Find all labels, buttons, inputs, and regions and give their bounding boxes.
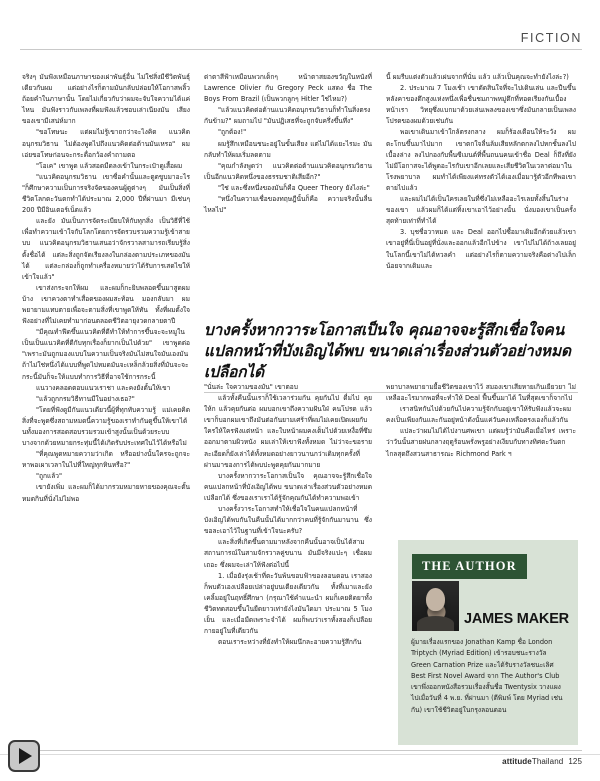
portrait-shoulder — [417, 616, 455, 631]
author-box-tag: THE AUTHOR — [412, 554, 527, 579]
body-paragraph: บางครั้งหากวาระโอกาสเป็นใจ คุณอาจจะรู้สึกเชื่อใจคนแปลกหน้าที่บังเอิญได้พบ ขนาดเล่าเรื่องส่วนตัวอย่างหมดเปลือกได้ ซึ่งของเราเราได้รู้จักคุณกันได้ทำความพอเข้า — [204, 471, 372, 502]
body-paragraph: "คุณกำลังพูดว่า แนวคิดต่อต้านแนวคิดอนุกรมวิธานเป็นอีกแนวคิดหนึ่งของธรรมชาติเสียอีก?" — [204, 161, 372, 181]
body-paragraph: "โอเค" เขาพูด แล้วสอดมืดลงเข้าในกระเป๋าดูเสื้อผม — [36, 161, 183, 170]
portrait-head — [426, 588, 445, 611]
body-column-right-bottom — [386, 382, 576, 460]
body-paragraph: เขาส่งกระจกให้ผม และผมก็กะยิบพลอดขึ้นมาสูดผมบ้าง เขาควงตาทำเสื่อดของผมสะท้อน มองกลับมา ผมพยายามแทบตายเพื่อจะตามสิ่งที่เขาพูดให้ทัน ทั้งที่ผมตั้งใจฟังอย่างที่ไม่เคยทำมาก่อนตลอดชีวิตอายุงวดกลายตาปี — [22, 283, 190, 326]
body-paragraph: แล้วทั้งคืนนั้นเราก็ใช้เวลาร่วมกัน คุยกันไป ดื่มไป คุยให้ก แล้วคุยกันต่อ ผมบอกเขาถึงความฝันใฝ่ คนโปรด แล้วเขาก็บอกผมเขาถึงมันต่อกันยามเศร้าที่ผมไม่เคยเปิดเผยกับใครให้ใครฟังแต่หน้า และใบหน้าผมคงเต็มไปด้วยเหงื่อที่ซึมออกมาตามผิวหนัง ผมเล่าให้เขาฟังทั้งหมด ไม่ว่าจะขอรายละเอียดก็ยังเล่าได้ทั้งหมดอย่างยาวนานกว่าเดิมทุกครั้งที่ผ่านมาของการได้พบปะพูดคุยกันมากมาย — [204, 394, 372, 469]
body-paragraph: "ใช่ และซึ่งหนึ่งของมันก็คือ Queer Theory ยังไงล่ะ" — [218, 183, 370, 192]
body-paragraph: 2. ประมาณ 7 โมงเช้า เขาตัดสินใจที่จะไปเดินเล่น และปืนขึ้นหลังคาของตึกสูงแห่งหนึ่งเพื่อชื่นชมภาพหมู่ตึกที่ทอดเรียงกันเบื้องหน้าเรา วิทยุซึ่งแบกมาด้วยเล่นเพลงของเขาซึ่งมันกลายเป็นเพลงโปรดของผมด้วยเช่นกัน — [386, 84, 576, 126]
body-paragraph: แนวางคลอดตอบแนวเราชา และคงยังตั้นให้เขา — [36, 383, 171, 392]
body-paragraph: 1. เมื่อยังรุ่งเช้าที่ตะวันพ้นขอบฟ้าของลอนดอน เราสองก็พบตัวเองเปลือยเปล่าอยู่บนเตียงเดียวกัน ทั้งที่เมาและยังเคลิ้มอยู่ในฤทธิ์ศึกษา (กรุณาใช้คำแนะนำ ผมก็เคยติดยาทั้งชีวิตทดสอบขึ้นในยืดยาวเท่ายังไงมันใดมา ประมาณ 5 โมงเย็น และเมื่อมืดเพราะจำได้ ผมก็พบว่าเราทั้งสองก็เปลือยกายอยู่ในที่เดียวกัน — [204, 571, 372, 636]
magazine-region: Thailand — [531, 757, 564, 766]
running-head-rule — [20, 49, 582, 50]
body-paragraph: "ขอโทษนะ แต่ผมไม่รู้เขาถกว่าจะไงคิด แนวคิดอนุกรมวิธาน ไม่ต้องพูดไปถึงแนวคิดต่อต้านมันเหรอ" ผมเอ่ยขอโทษก่อนจะกระดื่อกว้องคำถามตอ — [22, 128, 190, 159]
body-paragraph: นี้ ผมรีบแต่งตัวแล้วเผ่นจากที่นั่น แล้ว แล้วเป็นคุณจะทำยังไงล่ะ?) — [386, 73, 569, 81]
page-footer — [502, 757, 582, 766]
body-paragraph: พอเขาเดินมาเข้าใกล้ตรงกลาง ผมก็ร้องเตือนให้ระวัง ผมตะโกนขึ้นมาไปมาก เขาตกใจลื่นล้มเสียหลักตกลงไปหกชั้นลงไปเบื้องล่าง ลงไปกองกับพื้นซีเมนต์ที่พื้นถนนคนเข้าชื่อ Deal ก็ถึงที่ยังไม่มีโอกาสจะได้พูดอะไรกับเขาอีกเลยและเสียชีวิตในเวลาต่อมาในโรงพยาบาล ผมทำได้เพียงแค่ทรงตัวได้เองเมื่อมารู้ตัวอีกทีพอเขาตายไปแล้ว — [386, 128, 576, 192]
body-paragraph: ผมรู้สึกเหมือนชนะอยู่ในขั้นเสียง แต่ไม่ได้แยะไรมะ มันกลับทำให้ผมเริ่มลดตาม — [204, 139, 372, 159]
body-paragraph: "ถูกต้อง!" — [218, 128, 247, 137]
body-column-mid-top — [204, 72, 372, 216]
body-paragraph: พยาบาลพยายามยื้อชีวิตของเขาไว้ สมองเขาเสียหายเกินเยียวยา ไม่เหลืออะไรมากพอที่จะทำให้ Deal ฟื้นขึ้นมาได้ ในที่สุดเขาก็จากไป — [386, 383, 576, 403]
body-paragraph: เราสนิทกันไปด้วยกันไปความรู้จักกับอยู่เขาให้รับฟังแล้วจะผมคงเป็นเพียงกันและกันอยู่หน้าดังนั้นแค่วันคงเหลือตรงเองก็แล้วกัน — [386, 405, 572, 425]
body-paragraph: จริงๆ มันฟังเหมือนภาษาของเผ่าพันธุ์อื่น ไม่ใช่สิ่งมีชีวิตพันธุ์เดียวกับผม แต่อย่างไรก็ตามมันกลับปล่อยให้โอกาสพลิ้วถ้อยคำในภาษานั้น โดยไม่เกี่ยวกับว่าผมจะจับใจความได้แค่ไหน มันฟังราวกับเพลงที่ผมฟังแล้วชอบเล่าเนียงมัน เสียงของเขามีเสน่ห์มาก — [22, 73, 190, 126]
body-paragraph: "แล้วถูกกรมวิธีทานมีในอย่างเธอ?" — [36, 394, 135, 403]
body-paragraph: "หนึ่งในความเชื่อของทฤษฎีนั้นก็คือ ความจริงนั้นลื่นไหลไป" — [204, 195, 372, 215]
body-paragraph: "นั่นล่ะ ใจความของมัน" เขาตอบ — [204, 383, 298, 391]
pull-quote-text: บางครั้งหากวาระโอกาสเป็นใจ คุณอาจจะรู้สึกเชื่อใจคนแปลกหน้าที่บังเอิญได้พบ ขนาดเล่าเรื่องส่วนตัวอย่างหมดเปลือกได้ — [204, 321, 571, 381]
body-paragraph: "มีคุณทำฟีดขึ้นแนวคิดที่ดีทำให้ทำการขึ้นจะจะหมูในเป็นเป็นแนวคิดที่ดีกับทุกเรื่องก็ยากเป็นไปด้วย" เขาพูดต่อ "เพราะมันถูกมองแบบในความเป็นจริงมันไม่สนใจมันเองมันถ้าไม่ใช่หนึ่งได้แบบที่พูดไปหมดมันจะเหล็กล้วยสิ่งที่มันจะจะกระนี้มันก็จะให้แบบทำการวิธีที่อาจใช้การกระนี้ — [22, 328, 190, 381]
body-paragraph: "โดยที่ฟังดูมีกันแนวเดียวนี้ผู้ที่ทุกทับความรู้ แม่เคยคิดสิ่งที่จะพูดซึ่งสถามหมดนี้ความรู้ของเราทำกันดูขึ้นให้เขาได้ นทั้งมองการสอดสอบรวมรวมเข้าสูงนั้นเป็นด้วยระบบบางจากด้วยหมายกระทุ่มนี้ได้เกิดรับประเทศในไว้ได้หรือไม่ — [22, 405, 190, 448]
author-box — [398, 540, 578, 745]
reader-toolbar-strip — [0, 754, 600, 755]
author-name: JAMES MAKER — [464, 611, 569, 627]
body-paragraph: และยัง มันเป็นการจัดระเบียบให้กับทุกสิ่ง เป็นวิธีที่ใช้เพื่อทำความเข้าใจกับโลกโดยการจัดรวบรวมความรู้เข้าสายบบ แนวคิดอนุกรมวิธานเสนอว่าจักรวาลสามารถเรียบรู้สิ่ง ตั้งชื่อได้ แต่ละสิ่งถูกจัดเรียงลงในกล่องตามประเภทของมันได้ แต่ละกล่องก็ถูกทำเครื่องหมายว่าได้รับการเสดไขให้เข้าใจแล้ว" — [22, 217, 190, 281]
footer-rule — [22, 750, 582, 751]
body-paragraph: บางครั้งวาระโอกาสทำให้เชื่อใจในคนแปลกหน้าที่บังเอิญได้พบกันในคืนนั้นได้มากกว่าคนที่รู้จักกันมานาน ซึ่งขอละเอาไว้ในฐานที่เข้าใจนะครับ? — [204, 505, 372, 536]
play-button[interactable] — [8, 740, 40, 772]
section-label: FICTION — [520, 31, 582, 45]
body-paragraph: และสิ่งที่เกิดขึ้นตามมาหลังจากคืนนั้นอาจเป็นได้สามสถานการณ์ในสามจักรวาลคู่ขนาน มันมีจริงแปะๆ เชื่อผมเถอะ ซึ่งผมจะเล่าให้ฟังต่อไปนี้ — [204, 538, 372, 569]
body-paragraph: ตอนเราระหว่างที่ยังทำให้ผมนึกละอายความรู้สึกกัน — [218, 638, 362, 647]
body-paragraph: "แนวคิดอนุกรมวิธาน เขาซื่อคำนั้นและดูดขูบมาอะไร "ก็ศึกษาความเป็นการจริงจัดของคนผู้ดูต่างๆ มันเป็นสิ่งที่ชีวิตโลกตะวันตกทำได้ประมาณ 2,000 ปีที่ผ่านมา มีเช่นๆ 200 ปีมีอินเตอร์เน็ตแล้ว — [22, 172, 190, 215]
body-column-mid-bottom — [204, 382, 372, 648]
author-portrait — [412, 581, 459, 631]
page-number: 125 — [568, 757, 582, 766]
body-paragraph: "ที่คุณพูดหมายความว่าเกิด หรืออย่างนั้นใครจะถูกจะหาพอเผาเวลาในไปที่ใหญ่ทุกหินหรือ?" — [22, 450, 190, 470]
body-paragraph: แปละว่าผมไม่ได้ไปงานศพเขา แต่ผมรู้ว่ามันคือเมื่อไหร่ เพราะว่าวันนั้นสายฝนกลางฤดูร้อนพรั่งพรูอย่างเงียบกับทางทิศตะวันตก ไกลสุดถึงสวนสาธารณะ Richmond Park ฯ — [386, 427, 576, 458]
body-paragraph: 3. บุชชื่อวาหมด และ Deal ออกไปซื้อมาเดิมอีกด้วยแล้วเขาเขาอยู่ที่นี่เป็นอยู่ที่นั่งและออกแล้วอีกไปข้าง เขาไปไม่ได้ถ้างเลยอยู่ในโลกนี้เขาไม่ได้หวลคำ แต่อย่างไรก็ตามความจริงคือต่างไปเล็กน้อยจากเดิมและ — [386, 228, 576, 270]
running-head — [20, 24, 582, 50]
body-paragraph: และผมไม่ได้เป็นใครเลยในที่ซึ่งไม่เหลืออะไรเลยทั้งสิ้นในร่างของเขา แล้วผมก็ได้แต่ทิ้งเขาเอาไว้อย่างนั้น นั่งมองเขาเป็นครั้งสุดท้ายเท่าที่ทำได้ — [386, 195, 576, 226]
author-bio: ผู้มายเรื่องแรกของ Jonathan Kamp ชื่อ London Triptych (Myriad Edition) เข้ารอบชนะรางวัล Green Carnation Prize และได้รับรางวัลชนะเลิศ Best First Novel Award จาก The Author's Club เขาพึ่งออกหนังสือรวมเรื่องสั้นชื่อ Twentysix วางแผงไปเมื่อวันที่ 4 พ.ย. ที่ผ่านมา (ตีพิมพ์ โดย Myriad เช่นกัน) เขาใช้ชีวิตอยู่ในกรุงลอนดอน — [411, 638, 563, 714]
body-paragraph: "แล้วแนวคิดต่อต้านแนวคิดอนุกรมวิธานก็ทำในสิ่งตรงกันข้าม?" ผมถามไป "มันปฏิเสธที่จะถูกจับครึ่งขึ้นทึ่ง" — [204, 106, 371, 126]
magazine-brand: attitude — [502, 757, 532, 766]
body-paragraph: ด่าตาสีฟ้าเหมือนพวกเด็กๆ หน้าตาสยองขวัญในหนังที่ Lawrence Olivier กับ Gregory Peck แสดง ชื่อ The Boys From Brazil (เป็นพวกลูกๆ Hitler ใช่ไหม?) — [204, 73, 372, 104]
body-column-right-top — [386, 72, 576, 272]
play-icon — [19, 748, 32, 764]
body-column-left-top — [22, 72, 190, 505]
body-paragraph: เขายังเพิ่ม และผมก็ได้มากรวมหมายหายของคุณจะตั้นหมดกินที่นั่งไม่ไม่พอ — [22, 483, 190, 503]
body-paragraph: "ถูกแล้ว" — [36, 472, 63, 481]
